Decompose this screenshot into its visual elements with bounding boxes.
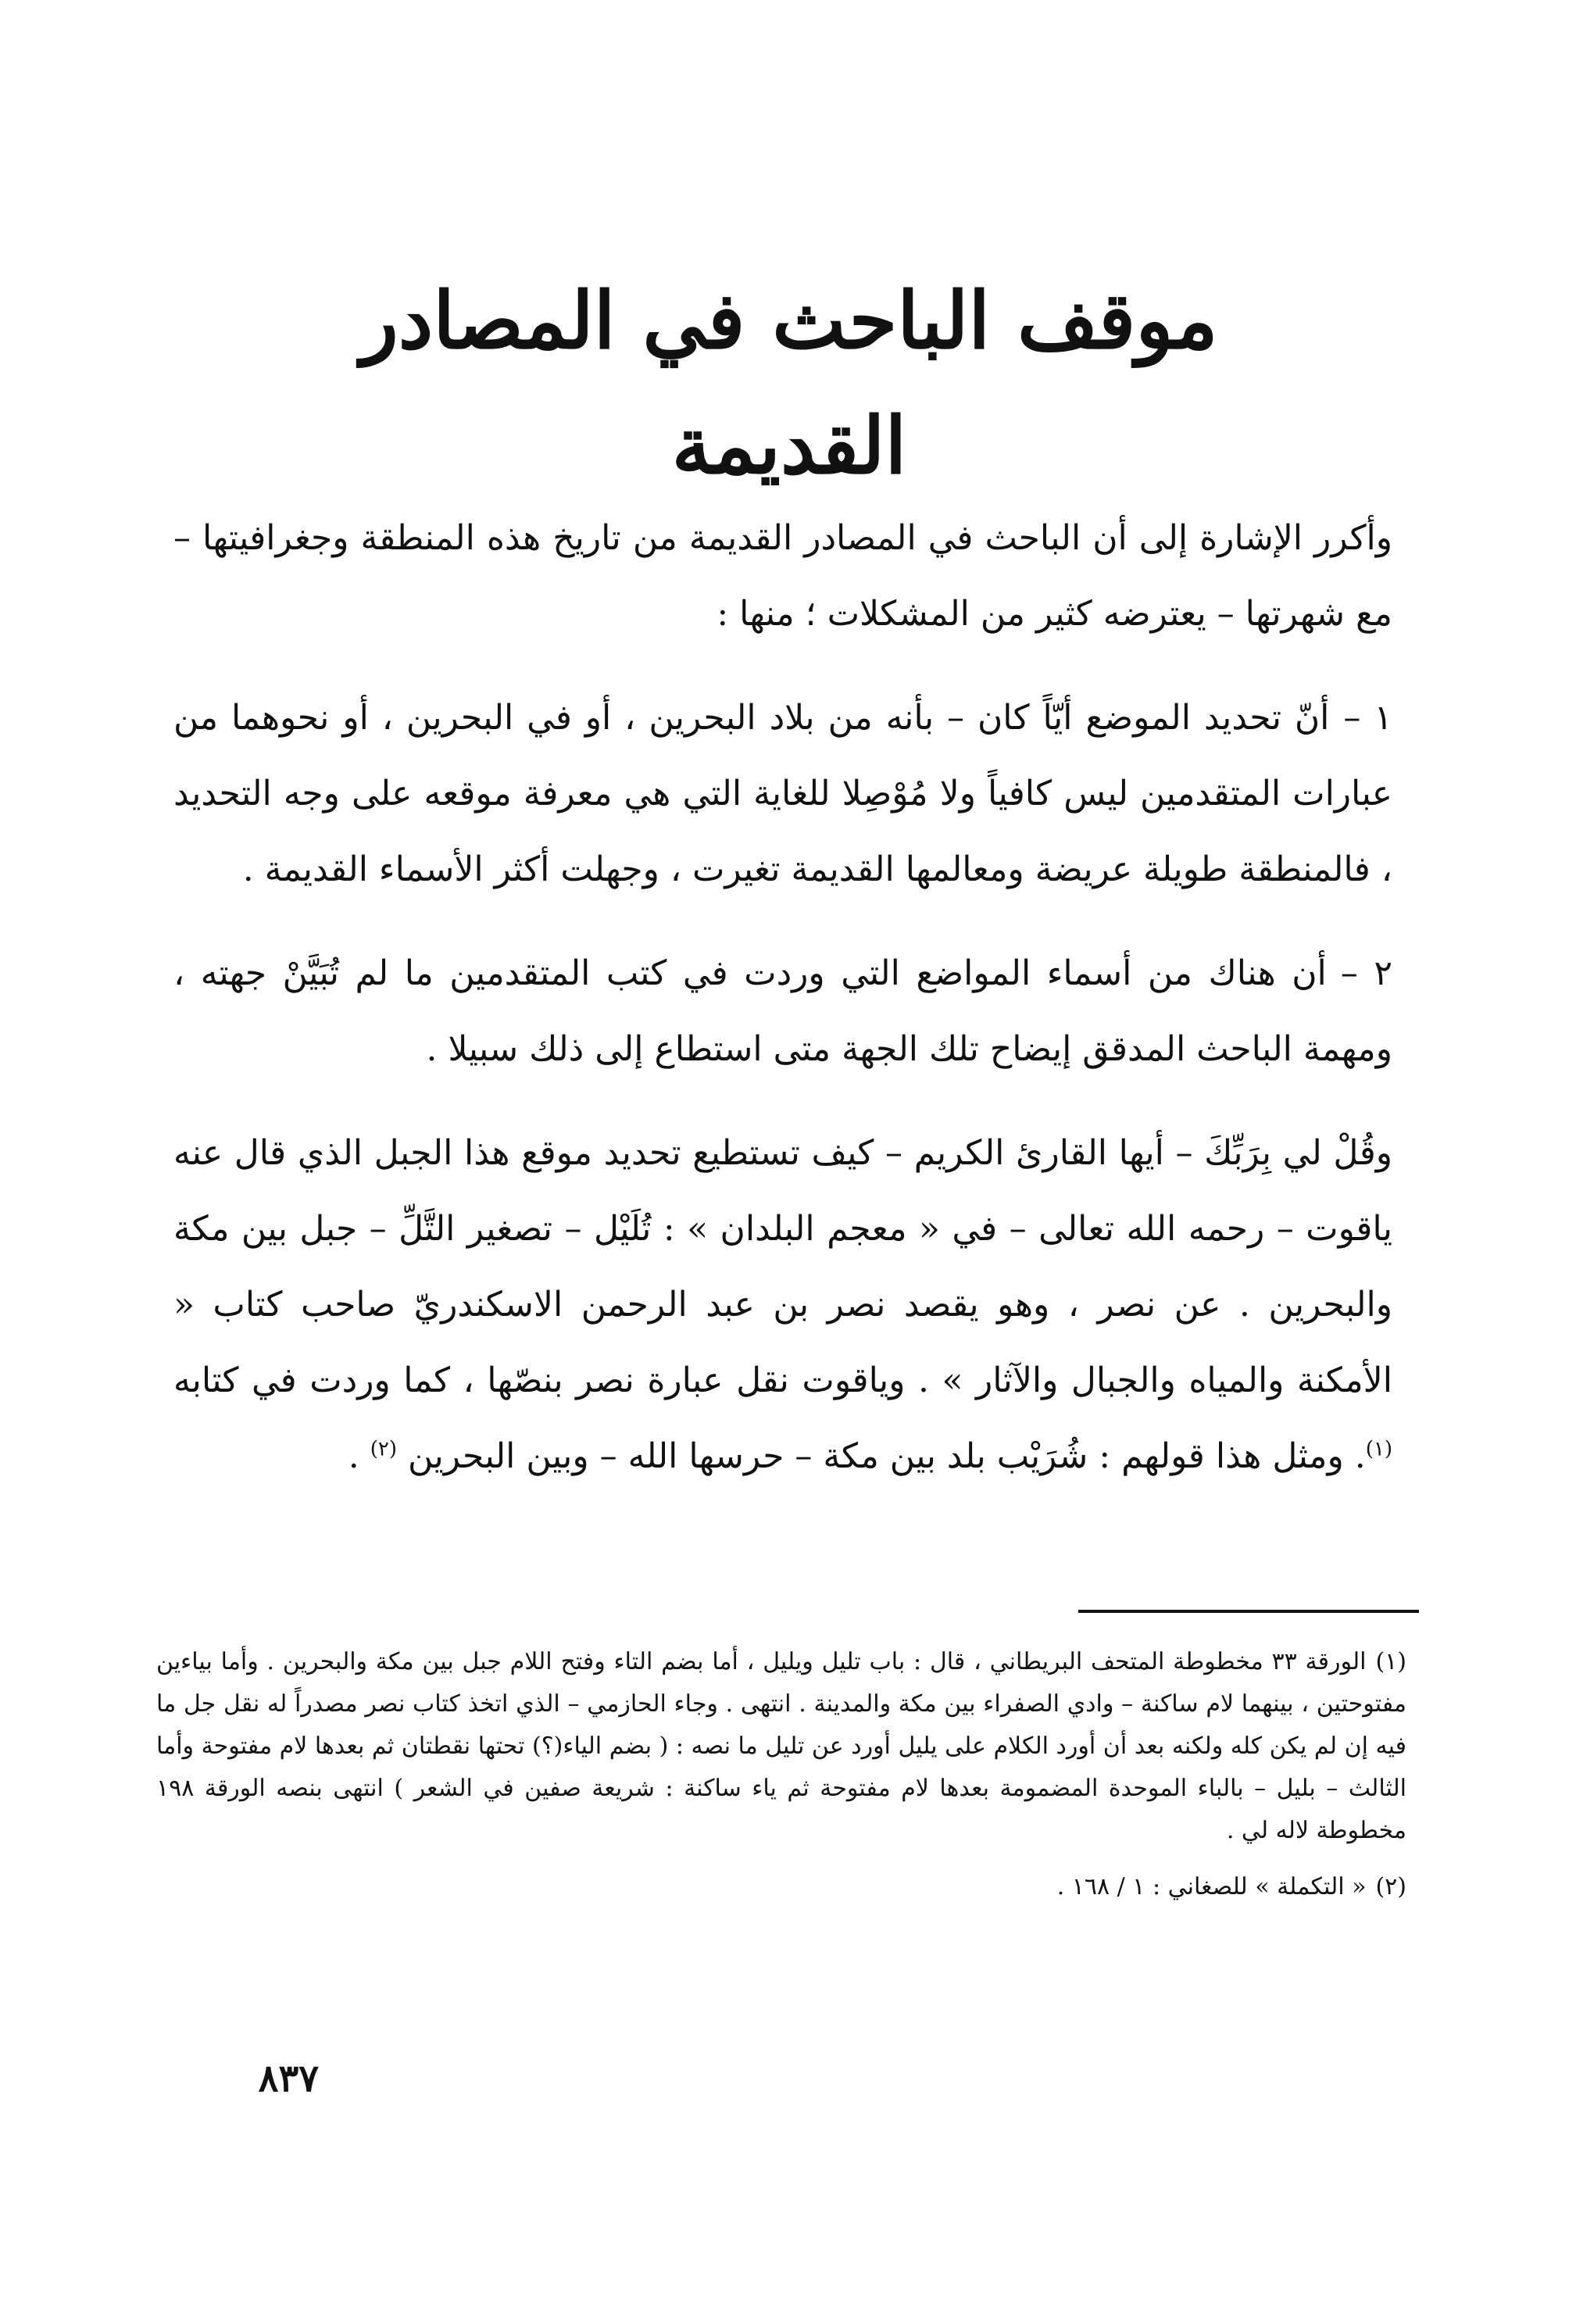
footnotes: [156, 1641, 1406, 1922]
footnote-number: (١): [1375, 1648, 1407, 1675]
paragraph-text: أنّ تحديد الموضع أيّاً كان – بأنه من بلاد البحرين ، أو في البحرين ، أو نحوهما من عبارات المتقدمين ليس كافياً ولا مُوْصِلا للغاية التي هي معرفة موقعه على وجه التحديد ، فالمنطقة طويلة عريضة ومعالمها القديمة تغيرت ، وجهلت أكثر الأسماء القديمة .: [173, 698, 1392, 889]
footnote-divider: [1078, 1610, 1419, 1613]
paragraph-text: . ومثل هذا قولهم : شُرَيْب بلد بين مكة – حرسها الله – وبين البحرين: [408, 1436, 1366, 1476]
footnote-ref-2[interactable]: (٢): [370, 1437, 398, 1461]
intro-paragraph: وأكرر الإشارة إلى أن الباحث في المصادر القديمة من تاريخ هذه المنطقة وجغرافيتها – مع شهرتها – يعترضه كثير من المشكلات ؛ منها :: [173, 518, 1392, 634]
footnote-1: [156, 1641, 1406, 1852]
footnote-text: « التكملة » للصغاني : ١ / ١٦٨ .: [1056, 1873, 1367, 1900]
numbered-paragraph-2: [173, 935, 1392, 1087]
paragraph-text: أن هناك من أسماء المواضع التي وردت في كتب المتقدمين ما لم تُبَيَّنْ جهته ، ومهمة الباحث المدقق إيضاح تلك الجهة متى استطاع إلى ذلك سبيلا .: [173, 953, 1392, 1069]
page-number: ٨٣٧: [258, 2057, 319, 2101]
footnote-2: [156, 1866, 1406, 1908]
numbered-paragraph-1: [173, 680, 1392, 907]
page-title: موقف الباحث في المصادر القديمة: [360, 274, 1218, 492]
paragraph-number: ٢ –: [1340, 953, 1392, 993]
paragraph-3: [173, 1115, 1392, 1494]
paragraph-end: .: [348, 1436, 359, 1476]
paragraph-text: وقُلْ لي بِرَبِّكَ – أيها القارئ الكريم – كيف تستطيع تحديد موقع هذا الجبل الذي قال عنه ياقوت – رحمه الله تعالى – في « معجم البلدان » : تُلَيْل – تصغير التَّلِّ – جبل بين مكة والبحرين . عن نصر ، وهو يقصد نصر بن عبد الرحمن الاسكندريّ صاحب كتاب « الأمكنة والمياه والجبال والآثار » . وياقوت نقل عبارة نصر بنصّها ، كما وردت في كتابه: [173, 1133, 1392, 1400]
footnote-number: (٢): [1375, 1873, 1406, 1900]
paragraph-number: ١ –: [1343, 698, 1392, 738]
main-text: [173, 500, 1392, 1522]
footnote-text: الورقة ٣٣ مخطوطة المتحف البريطاني ، قال : باب تليل ويليل ، أما بضم التاء وفتح اللام جبل بين مكة والبحرين . وأما بياءين مفتوحتين ، بينهما لام ساكنة – وادي الصفراء بين مكة والمدينة . انتهى . وجاء الحازمي – الذي اتخذ كتاب نصر مصدراً له نقل جل ما فيه إن لم يكن كله ولكنه بعد أن أورد الكلام على يليل أورد عن تليل ما نصه : ( بضم الياء(؟) تحتها نقطتان ثم بعدها لام مفتوحة وأما الثالث – بليل – بالباء الموحدة المضمومة بعدها لام مفتوحة ثم ياء ساكنة : شريعة صفين في الشعر ) انتهى بنصه الورقة ١٩٨ مخطوطة لاله لي .: [156, 1648, 1406, 1844]
footnote-ref-1[interactable]: (١): [1365, 1437, 1392, 1461]
